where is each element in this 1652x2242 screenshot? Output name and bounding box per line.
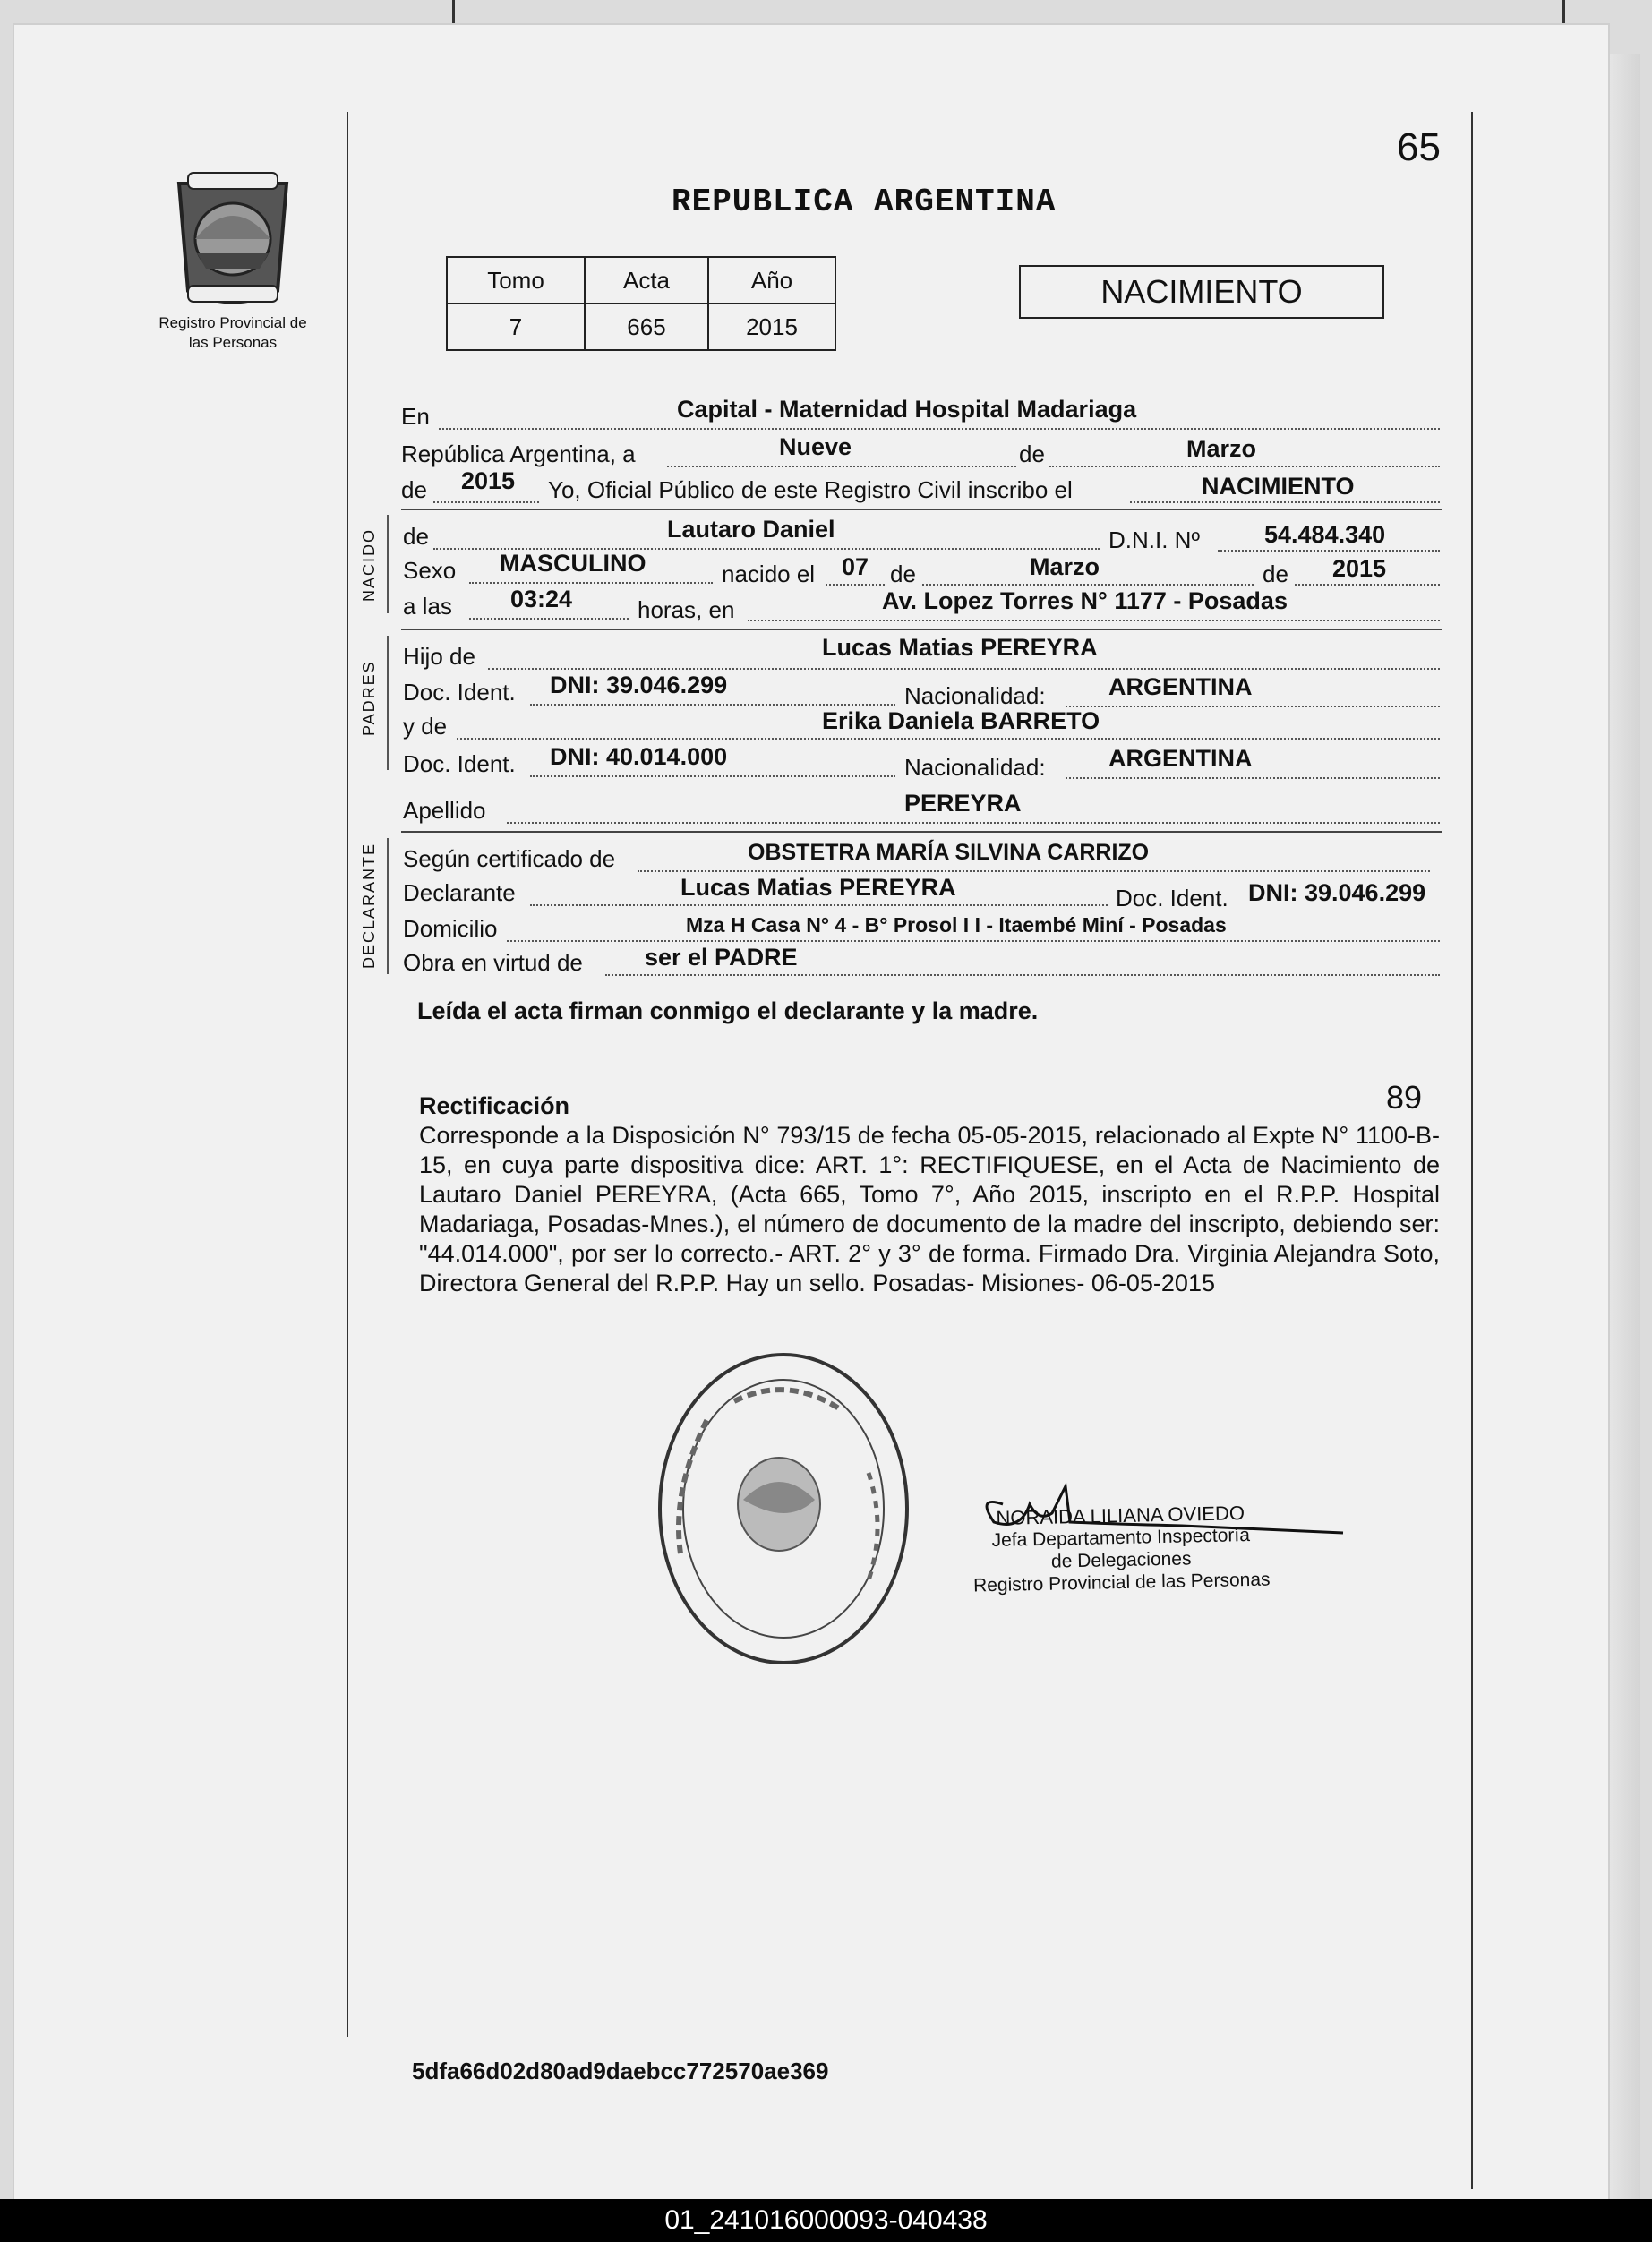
dotted-line xyxy=(530,704,895,706)
dotted-line xyxy=(1066,706,1440,707)
year-value: 2015 xyxy=(461,467,516,494)
certificate-by-value: OBSTETRA MARÍA SILVINA CARRIZO xyxy=(748,840,1150,865)
document-hash: 5dfa66d02d80ad9daebcc772570ae369 xyxy=(412,2058,829,2084)
edge-tick xyxy=(1562,0,1565,23)
label-de: de xyxy=(1263,560,1288,587)
section-separator xyxy=(401,629,1442,630)
closing-line: Leída el acta firman conmigo el declarante y la madre. xyxy=(417,997,1039,1024)
declarant-value: Lucas Matias PEREYRA xyxy=(680,874,956,901)
table-value-tomo: 7 xyxy=(447,304,585,350)
dotted-line xyxy=(922,584,1254,586)
tomo-acta-ano-table xyxy=(446,256,836,351)
official-seal-stamp xyxy=(654,1348,913,1670)
section-separator xyxy=(401,831,1442,833)
registry-label: Registro Provincial de las Personas xyxy=(158,314,307,351)
dotted-line xyxy=(507,822,1440,824)
side-label-nacido: NACIDO xyxy=(360,527,378,602)
provincia-misiones-logo xyxy=(170,166,295,309)
left-margin-line xyxy=(347,112,348,2037)
section-bar xyxy=(387,838,389,974)
signer-title-1: Jefa Departamento Inspectoría xyxy=(991,1524,1251,1552)
label-domicilio: Domicilio xyxy=(403,915,498,942)
section-separator xyxy=(401,509,1442,510)
label-horas-en: horas, en xyxy=(638,596,735,623)
dotted-line xyxy=(457,738,1440,740)
place-value: Capital - Maternidad Hospital Madariaga xyxy=(677,396,1137,423)
label-nacionalidad: Nacionalidad: xyxy=(904,682,1046,709)
label-de: de xyxy=(890,560,916,587)
birth-time-value: 03:24 xyxy=(510,586,573,612)
dotted-line xyxy=(507,940,1440,942)
section-bar xyxy=(387,515,389,613)
label-de: de xyxy=(403,523,429,550)
label-nacido-el: nacido el xyxy=(722,560,816,587)
mother-doc-value: DNI: 40.014.000 xyxy=(550,743,728,770)
table-header-tomo: Tomo xyxy=(447,257,585,304)
day-value: Nueve xyxy=(779,433,852,460)
label-en: En xyxy=(401,403,430,430)
section-bar xyxy=(387,636,389,770)
label-doc-ident: Doc. Ident. xyxy=(403,679,516,706)
dotted-line xyxy=(469,618,629,620)
page-edge xyxy=(1608,54,1640,2203)
label-hijo-de: Hijo de xyxy=(403,643,475,670)
dotted-line xyxy=(1295,584,1440,586)
label-obra-en-virtud: Obra en virtud de xyxy=(403,949,583,976)
label-de: de xyxy=(401,476,427,503)
mother-nationality-value: ARGENTINA xyxy=(1108,745,1253,772)
label-doc-ident: Doc. Ident. xyxy=(403,750,516,777)
dotted-line xyxy=(1130,501,1440,503)
signer-title-3: Registro Provincial de las Personas xyxy=(972,1569,1271,1596)
signature-block xyxy=(950,1501,1292,1597)
birth-year-value: 2015 xyxy=(1332,555,1387,582)
country-title: REPUBLICA ARGENTINA xyxy=(672,184,1057,220)
dotted-line xyxy=(488,668,1440,670)
dotted-line xyxy=(667,466,1016,467)
rectification-title: Rectificación xyxy=(419,1092,570,1119)
right-margin-line xyxy=(1471,112,1473,2189)
dotted-line xyxy=(1066,777,1440,779)
dotted-line xyxy=(469,582,713,584)
act-word-value: NACIMIENTO xyxy=(1202,473,1355,500)
dotted-line xyxy=(530,775,895,777)
father-nationality-value: ARGENTINA xyxy=(1108,673,1253,700)
table-value-ano: 2015 xyxy=(708,304,835,350)
birth-place-value: Av. Lopez Torres N° 1177 - Posadas xyxy=(882,587,1288,614)
label-republica: República Argentina, a xyxy=(401,441,636,467)
dotted-line xyxy=(433,501,539,503)
rectification-number: 89 xyxy=(1386,1079,1423,1116)
table-header-acta: Acta xyxy=(585,257,708,304)
label-y-de: y de xyxy=(403,713,448,740)
label-segun-certificado: Según certificado de xyxy=(403,845,616,872)
mother-name-value: Erika Daniela BARRETO xyxy=(822,707,1100,734)
father-doc-value: DNI: 39.046.299 xyxy=(550,672,728,698)
father-name-value: Lucas Matias PEREYRA xyxy=(822,634,1098,661)
child-name-value: Lautaro Daniel xyxy=(667,516,835,543)
label-de: de xyxy=(1019,441,1045,467)
birth-day-value: 07 xyxy=(842,553,869,580)
address-value: Mza H Casa N° 4 - B° Prosol I I - Itaembé Miní - Posadas xyxy=(686,913,1227,937)
dotted-line xyxy=(638,870,1430,872)
by-virtue-value: ser el PADRE xyxy=(645,944,798,971)
declarant-doc-value: DNI: 39.046.299 xyxy=(1248,879,1426,906)
dotted-line xyxy=(530,904,1108,906)
rectification-text: Corresponde a la Disposición N° 793/15 de fecha 05-05-2015, relacionado al Expte N° 1100-B-15, en cuya parte dispositiva dice: ART. 1°: RECTIFIQUESE, en el Acta de Nacimiento de Lautaro Daniel PEREYRA, (Acta 665, Tomo 7°, Año 2015, inscripto en el R.P.P. Hospital Madariaga, Posadas-Mnes.), el número de documento de la madre del inscripto, debiendo ser: "44.014.000", por ser lo correcto.- ART. 2° y 3° de forma. Firmado Dra. Virginia Alejandra Soto, Directora General del R.P.P. Hay un sello. Posadas- Misiones- 06-05-2015 xyxy=(419,1122,1440,1296)
side-label-declarante: DECLARANTE xyxy=(360,842,378,969)
month-value: Marzo xyxy=(1186,435,1257,462)
table-value-acta: 665 xyxy=(585,304,708,350)
label-declarante: Declarante xyxy=(403,879,516,906)
signer-name: NORAIDA LILIANA OVIEDO xyxy=(996,1502,1245,1529)
birth-month-value: Marzo xyxy=(1030,553,1100,580)
page-number: 65 xyxy=(1397,125,1441,169)
label-dni: D.N.I. Nº xyxy=(1108,526,1200,553)
dotted-line xyxy=(1218,550,1440,552)
label-doc-ident: Doc. Ident. xyxy=(1116,885,1228,911)
surname-value: PEREYRA xyxy=(904,790,1022,817)
label-yo-oficial: Yo, Oficial Público de este Registro Civil inscribo el xyxy=(548,476,1073,503)
act-type-box: NACIMIENTO xyxy=(1019,265,1384,319)
side-label-padres: PADRES xyxy=(360,660,378,736)
child-dni-value: 54.484.340 xyxy=(1264,521,1386,548)
dotted-line xyxy=(439,428,1440,430)
sex-value: MASCULINO xyxy=(500,550,646,577)
label-apellido: Apellido xyxy=(403,797,486,824)
signer-title-2: de Delegaciones xyxy=(1050,1548,1192,1572)
footer-code: 01_241016000093-040438 xyxy=(0,2199,1652,2242)
edge-tick xyxy=(452,0,455,23)
label-sexo: Sexo xyxy=(403,557,457,584)
dotted-line xyxy=(748,620,1440,621)
dotted-line xyxy=(1049,466,1440,467)
dotted-line xyxy=(605,974,1440,976)
label-a-las: a las xyxy=(403,593,452,620)
dotted-line xyxy=(826,584,885,586)
table-header-ano: Año xyxy=(708,257,835,304)
label-nacionalidad: Nacionalidad: xyxy=(904,754,1046,781)
